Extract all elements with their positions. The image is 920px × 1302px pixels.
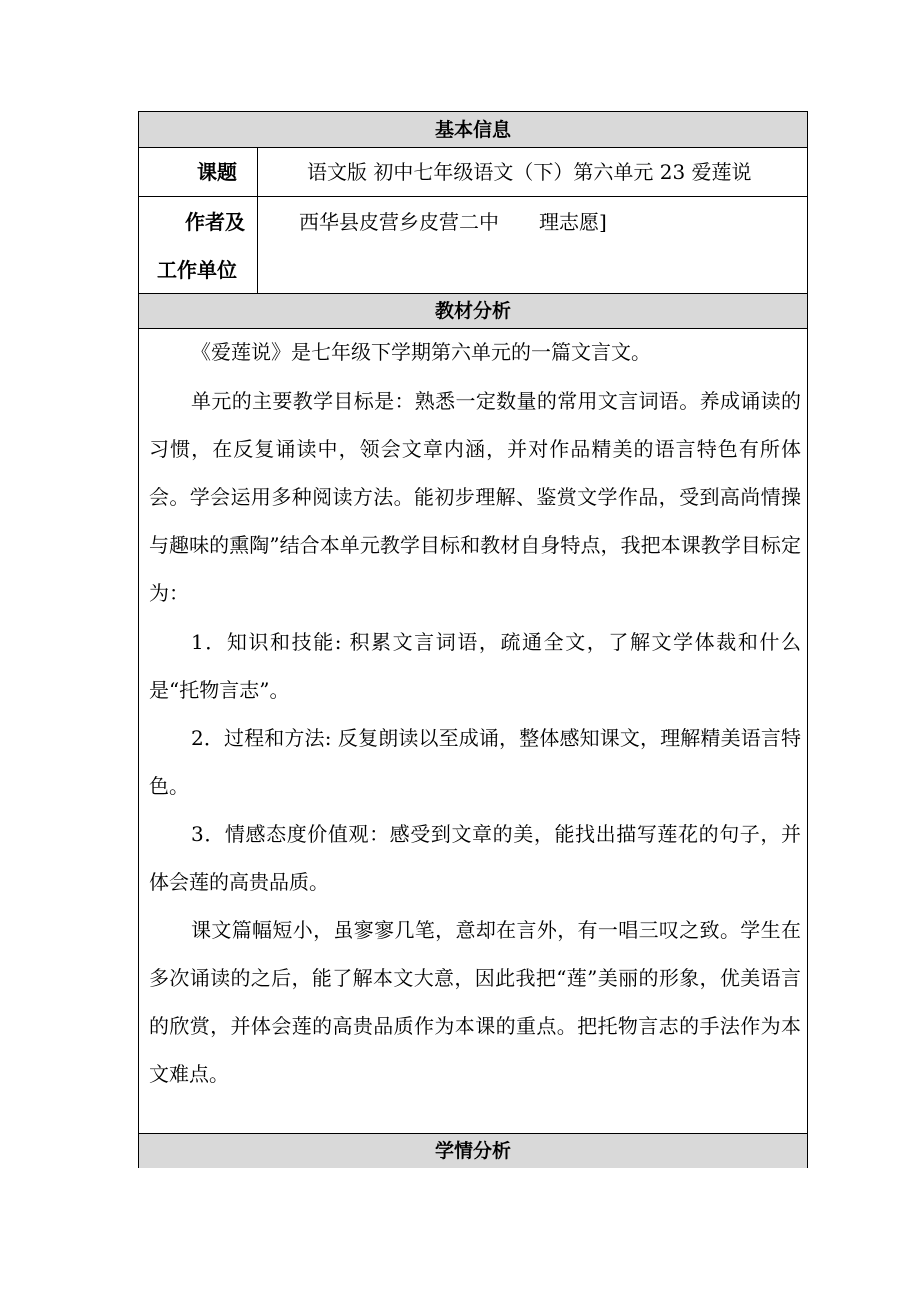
paragraph-goal-knowledge: 1．知识和技能: 积累文言词语，疏通全文，了解文学体裁和什么是“托物言志”。 [149, 630, 801, 702]
material-analysis-content [139, 328, 807, 1134]
author-row [139, 197, 807, 293]
paragraph-unit-goals: 单元的主要教学目标是：熟悉一定数量的常用文言词语。养成诵读的习惯，在反复诵读中，领会文章内涵，并对作品精美的语言特色有所体会。学会运用多种阅读方法。能初步理解、鉴赏文学作品，受到高尚情操与趣味的熏陶”结合本单元教学目标和教材自身特点，我把本课教学目标定为： [149, 389, 801, 605]
paragraph-goal-process: 2．过程和方法: 反复朗读以至成诵，整体感知课文，理解精美语言特色。 [149, 726, 801, 798]
author-label-line1: 作者及 [185, 210, 245, 234]
lesson-plan-table [138, 111, 808, 1168]
author-label-line2: 工作单位 [157, 258, 237, 282]
section-header-material-analysis: 教材分析 [139, 293, 807, 329]
section-header-basic-info: 基本信息 [139, 112, 807, 148]
paragraph-goal-emotion: 3．情感态度价值观：感受到文章的美，能找出描写莲花的句子，并体会莲的高贵品质。 [149, 822, 801, 894]
topic-label: 课题 [139, 148, 258, 196]
author-value: 西华县皮营乡皮营二中 理志愿] [299, 210, 607, 234]
topic-value: 语文版 初中七年级语文（下）第六单元 23 爱莲说 [307, 160, 752, 184]
section-header-student-analysis: 学情分析 [139, 1133, 807, 1168]
paragraph-key-points: 课文篇幅短小，虽寥寥几笔，意却在言外，有一唱三叹之致。学生在多次诵读的之后，能了解本文大意，因此我把“莲”美丽的形象，优美语言的欣赏，并体会莲的高贵品质作为本课的重点。把托物言志的手法作为本文难点。 [149, 918, 801, 1086]
author-label [139, 197, 258, 293]
topic-row [139, 148, 807, 197]
paragraph-intro: 《爱莲说》是七年级下学期第六单元的一篇文言文。 [191, 340, 651, 364]
